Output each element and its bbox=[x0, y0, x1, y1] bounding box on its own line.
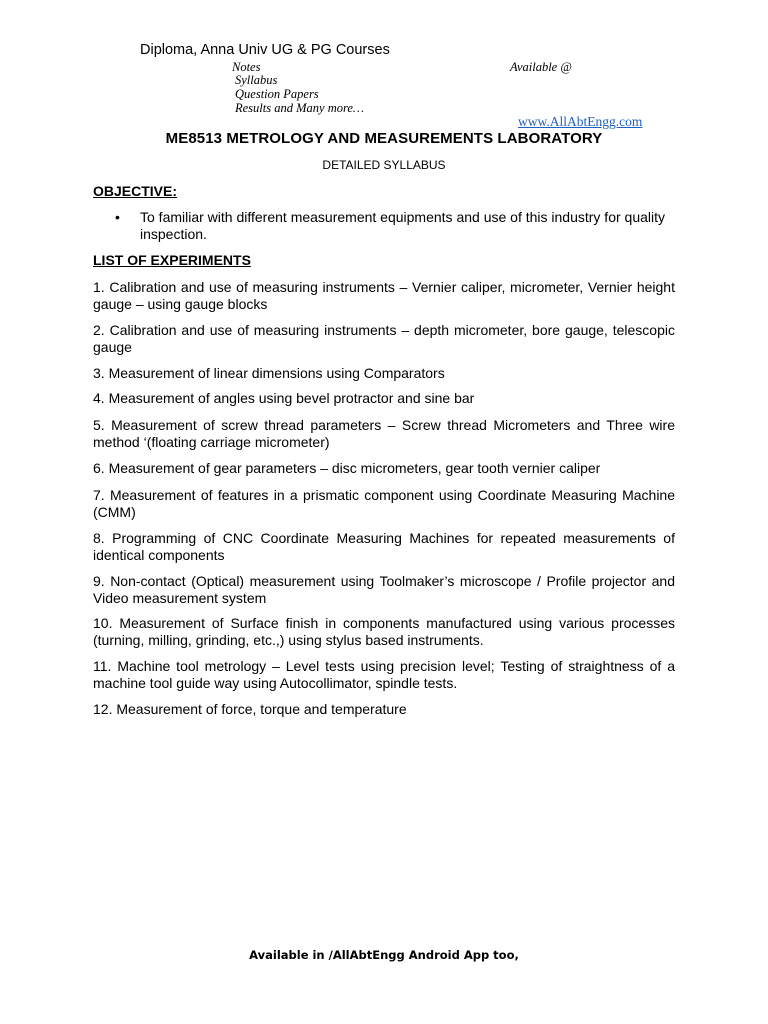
experiment-item: 1. Calibration and use of measuring instruments – Vernier caliper, micrometer, Vernier height gauge – using gauge blocks bbox=[93, 279, 675, 312]
experiment-item: 5. Measurement of screw thread parameters – Screw thread Micrometers and Three wire method ‘(floating carriage micrometer) bbox=[93, 417, 675, 450]
objective-text: To familiar with different measurement equipments and use of this industry for quality inspection. bbox=[140, 209, 665, 242]
website-link[interactable]: www.AllAbtEngg.com bbox=[518, 114, 643, 129]
experiment-item: 12. Measurement of force, torque and temperature bbox=[93, 701, 407, 717]
experiment-item: 4. Measurement of angles using bevel protractor and sine bar bbox=[93, 390, 475, 406]
experiment-item: 9. Non-contact (Optical) measurement using Toolmaker’s microscope / Profile projector and Video measurement system bbox=[93, 573, 675, 606]
experiment-item: 2. Calibration and use of measuring instruments – depth micrometer, bore gauge, telescopic gauge bbox=[93, 322, 675, 355]
experiment-item: 11. Machine tool metrology – Level tests using precision level; Testing of straightness of a machine tool guide way using Autocollimator, spindle tests. bbox=[93, 658, 675, 691]
experiment-item: 3. Measurement of linear dimensions using Comparators bbox=[93, 365, 445, 381]
footer-text: Available in /AllAbtEngg Android App too, bbox=[249, 948, 519, 962]
document-title: ME8513 METROLOGY AND MEASUREMENTS LABORATORY bbox=[165, 130, 603, 147]
objective-bullet bbox=[115, 209, 675, 242]
experiment-item: 8. Programming of CNC Coordinate Measuring Machines for repeated measurements of identical components bbox=[93, 530, 675, 563]
header-notes-item: Syllabus bbox=[235, 73, 278, 87]
header-notes-item: Results and Many more… bbox=[235, 101, 365, 115]
bullet-icon: • bbox=[115, 209, 120, 225]
experiment-item: 7. Measurement of features in a prismatic component using Coordinate Measuring Machine (CMM) bbox=[93, 487, 675, 520]
experiments-heading: LIST OF EXPERIMENTS bbox=[93, 252, 251, 268]
document-subtitle: DETAILED SYLLABUS bbox=[322, 158, 446, 172]
header-notes-item: Question Papers bbox=[235, 87, 319, 101]
objective-heading: OBJECTIVE: bbox=[93, 183, 178, 199]
experiment-item: 10. Measurement of Surface finish in components manufactured using various processes (turning, milling, grinding, etc.,) using stylus based instruments. bbox=[93, 615, 675, 648]
header-available-label: Available @ bbox=[510, 60, 572, 74]
header-notes-item: Notes bbox=[232, 60, 261, 74]
experiment-item: 6. Measurement of gear parameters – disc micrometers, gear tooth vernier caliper bbox=[93, 460, 601, 476]
header-title: Diploma, Anna Univ UG & PG Courses bbox=[140, 42, 390, 58]
